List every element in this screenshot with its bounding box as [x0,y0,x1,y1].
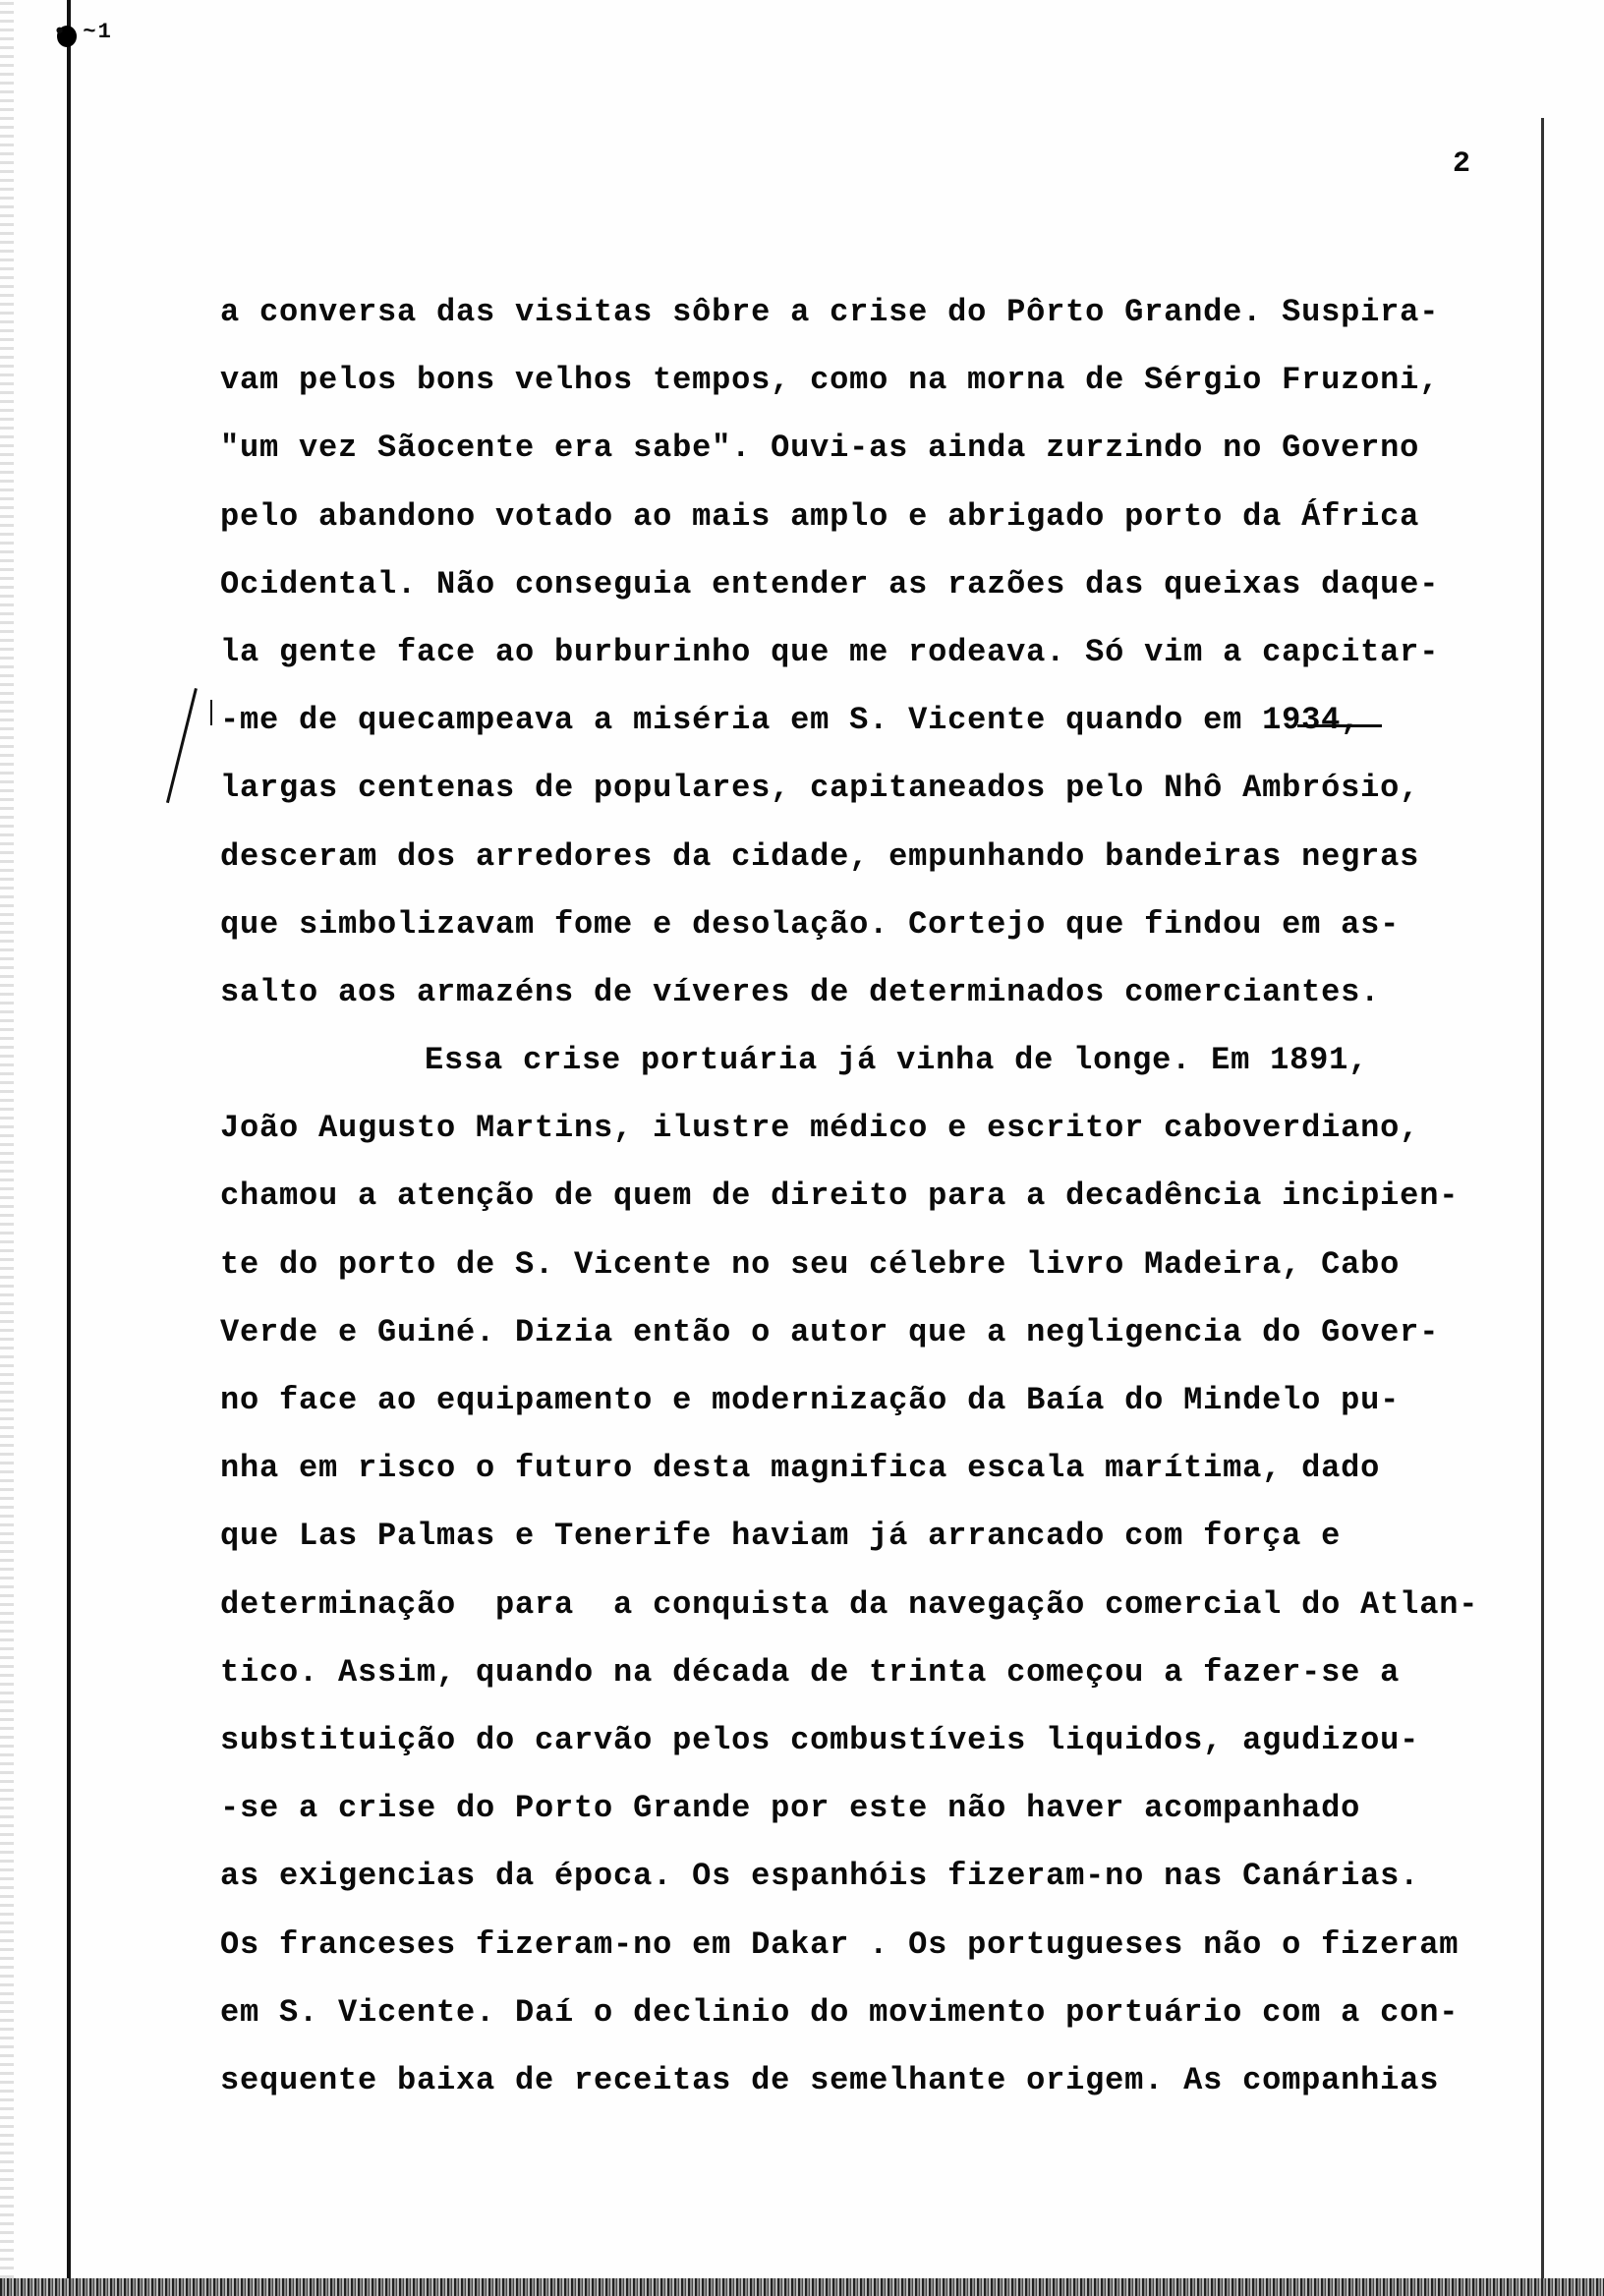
text-line: Ocidental. Não conseguia entender as razões das queixas daque- [220,565,1440,603]
text-line: la gente face ao burburinho que me rodeava. Só vim a capcitar- [220,633,1440,670]
text-line: que simbolizavam fome e desolação. Cortejo que findou em as- [220,905,1401,943]
typed-text-body [220,278,1527,2114]
text-line: te do porto de S. Vicente no seu célebre livro Madeira, Cabo [220,1245,1401,1283]
text-line: sequente baixa de receitas de semelhante origem. As companhias [220,2061,1440,2098]
text-line: tico. Assim, quando na década de trinta começou a fazer-se a [220,1653,1401,1691]
scan-border-left [67,0,71,2296]
corner-mark: • ~1 [53,20,113,44]
text-line: Os franceses fizeram-no em Dakar . Os portugueses não o fizeram [220,1925,1460,1963]
text-line: em S. Vicente. Daí o declinio do movimento portuário com a con- [220,1993,1460,2031]
text-line: vam pelos bons velhos tempos, como na morna de Sérgio Fruzoni, [220,362,1440,399]
scan-edge-bottom [0,2278,1604,2296]
text-line: largas centenas de populares, capitaneados pelo Nhô Ambrósio, [220,770,1420,807]
text-line: nha em risco o futuro desta magnifica escala marítima, dado [220,1450,1381,1487]
scan-edge-left [0,0,14,2296]
paragraph-start-line: Essa crise portuária já vinha de longe. Em 1891, [425,1042,1369,1079]
page-number: 2 [1453,147,1471,181]
margin-annotation-tick [210,700,212,725]
text-line: chamou a atenção de quem de direito para a decadência incipien- [220,1177,1460,1215]
text-line: determinação para a conquista da navegação comercial do Atlan- [220,1585,1479,1623]
text-line: salto aos armazéns de víveres de determinados comerciantes. [220,973,1381,1010]
text-line: -me de quecampeava a miséria em S. Vicente quando em 1934, [220,702,1361,739]
text-line: que Las Palmas e Tenerife haviam já arrancado com força e [220,1518,1342,1555]
text-line: João Augusto Martins, ilustre médico e escritor caboverdiano, [220,1110,1420,1147]
text-line: pelo abandono votado ao mais amplo e abrigado porto da África [220,497,1420,535]
margin-annotation-stroke [166,688,198,803]
text-line: a conversa das visitas sôbre a crise do Pôrto Grande. Suspira- [220,294,1440,330]
text-line: desceram dos arredores da cidade, empunhando bandeiras negras [220,837,1420,875]
text-line: Verde e Guiné. Dizia então o autor que a negligencia do Gover- [220,1313,1440,1350]
text-line: "um vez Sãocente era sabe". Ouvi-as ainda zurzindo no Governo [220,430,1420,467]
text-line: -se a crise do Porto Grande por este não haver acompanhado [220,1790,1361,1827]
text-line: no face ao equipamento e modernização da Baía do Mindelo pu- [220,1382,1401,1418]
text-line: substituição do carvão pelos combustíveis liquidos, agudizou- [220,1721,1420,1758]
text-line: as exigencias da época. Os espanhóis fizeram-no nas Canárias. [220,1858,1420,1895]
scan-border-right [1541,118,1544,2296]
